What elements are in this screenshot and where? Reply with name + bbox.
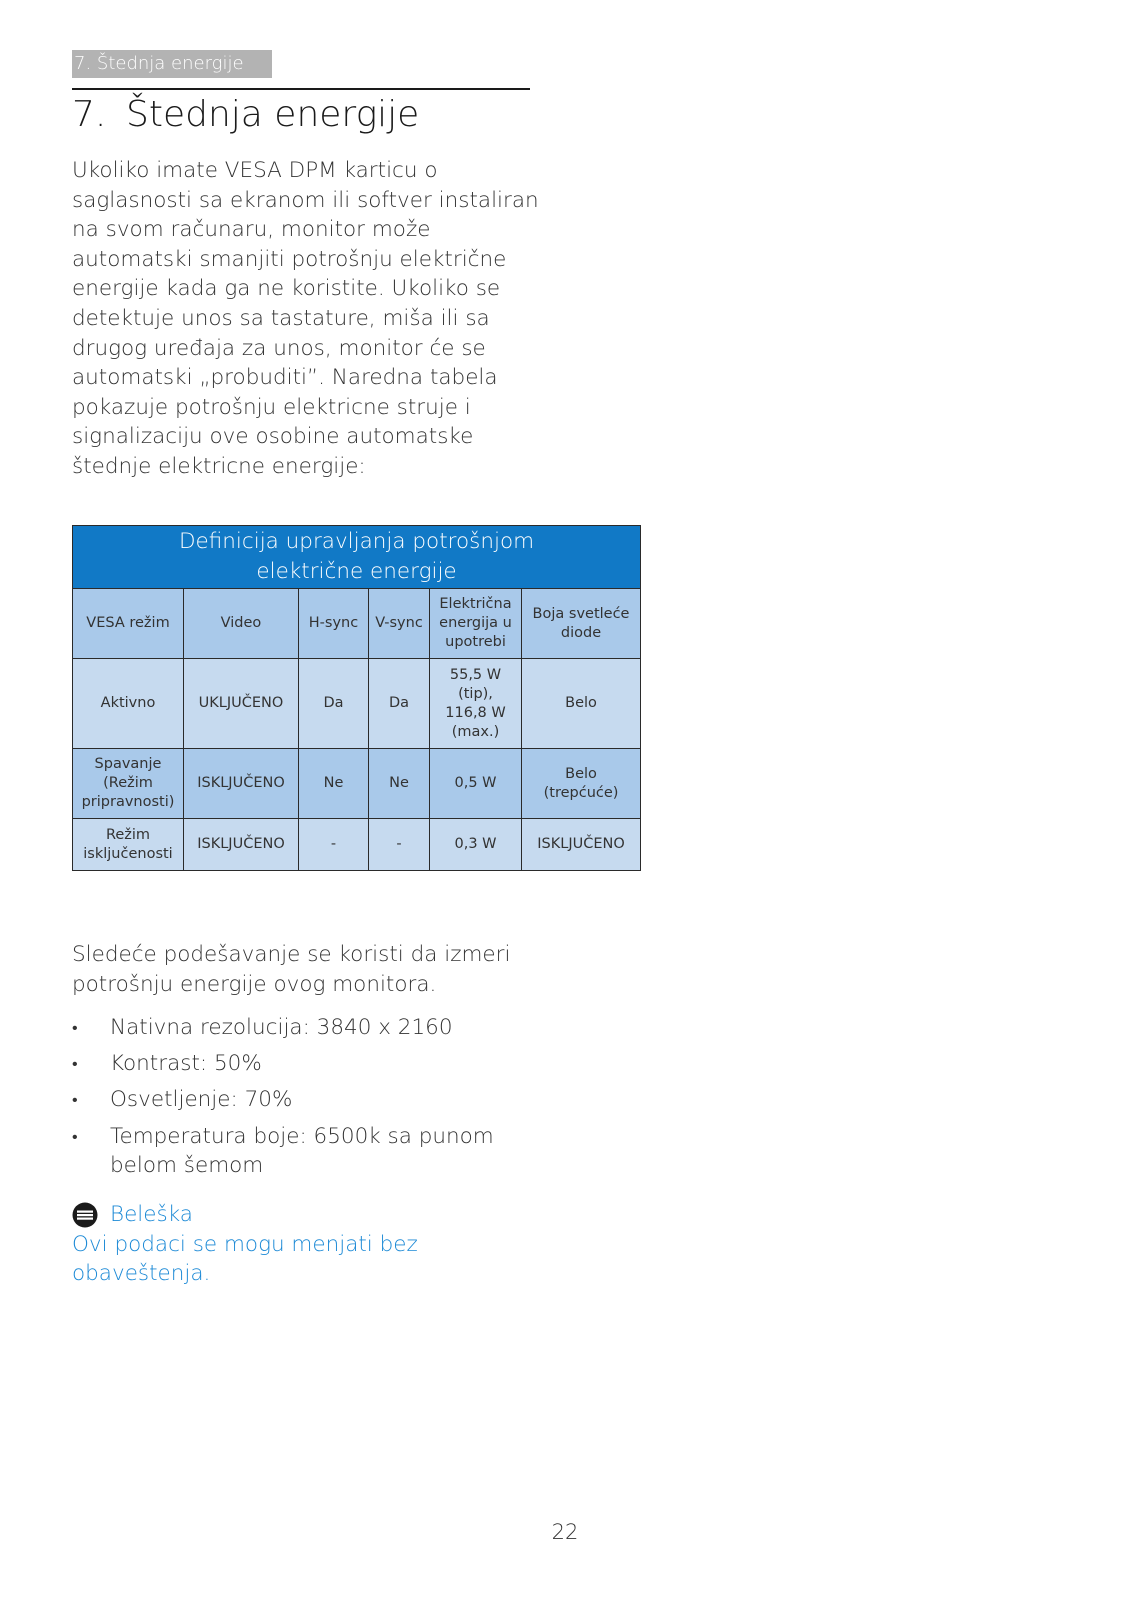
cell-power-line: (max.) xyxy=(451,723,500,740)
list-item xyxy=(72,1122,542,1181)
cell-led xyxy=(522,749,641,819)
header-hsync: H-sync xyxy=(299,589,369,659)
list-item-text: Kontrast: 50% xyxy=(110,1051,262,1077)
cell-mode-line: Režim xyxy=(105,826,151,843)
list-item xyxy=(72,1013,542,1043)
bullet-icon: • xyxy=(72,1090,78,1110)
note-heading: Beleška xyxy=(110,1202,193,1227)
table-row xyxy=(73,819,641,871)
cell-led-line: (trepćuće) xyxy=(543,784,619,801)
note-heading-row xyxy=(72,1200,532,1230)
cell-power xyxy=(430,659,522,749)
cell-power-line: 116,8 W xyxy=(445,704,506,721)
note-block xyxy=(72,1200,532,1289)
cell-vsync: Da xyxy=(369,659,430,749)
table-row xyxy=(73,659,641,749)
cell-mode-line: (Režim xyxy=(103,775,153,791)
list-item xyxy=(72,1049,542,1079)
settings-list xyxy=(72,1013,542,1187)
cell-hsync: Da xyxy=(299,659,369,749)
page-number: 22 xyxy=(551,1520,579,1544)
page-title-text: Štednja energije xyxy=(126,94,420,135)
table-title-line-1: Definicija upravljanja potrošnjom xyxy=(178,529,535,554)
cell-led: Belo xyxy=(522,659,641,749)
table-title xyxy=(73,526,641,589)
cell-power: 0,5 W xyxy=(430,749,522,819)
bullet-icon: • xyxy=(72,1126,78,1146)
header-led-color xyxy=(522,589,641,659)
cell-power: 0,3 W xyxy=(430,819,522,871)
note-icon xyxy=(72,1202,98,1228)
header-power-line: Električna xyxy=(439,596,512,612)
cell-mode: Aktivno xyxy=(73,659,184,749)
cell-vsync: - xyxy=(369,819,430,871)
cell-video: ISKLJUČENO xyxy=(184,819,299,871)
cell-mode-line: pripravnosti) xyxy=(81,794,175,810)
cell-hsync: - xyxy=(299,819,369,871)
cell-led: ISKLJUČENO xyxy=(522,819,641,871)
bullet-icon: • xyxy=(72,1054,78,1074)
list-item-text: Nativna rezolucija: 3840 x 2160 xyxy=(110,1015,453,1040)
header-led-line: Boja svetleće xyxy=(532,605,630,622)
cell-hsync: Ne xyxy=(299,749,369,819)
page-title xyxy=(72,90,419,140)
header-vesa-mode: VESA režim xyxy=(73,589,184,659)
header-power-line: upotrebi xyxy=(445,634,506,650)
list-item-text: Temperatura boje: 6500k sa punom belom šemom xyxy=(110,1123,494,1179)
cell-led-line: Belo xyxy=(565,765,597,782)
table-header-row xyxy=(73,589,641,659)
cell-video: UKLJUČENO xyxy=(184,659,299,749)
table-title-line-2: električne energije xyxy=(256,559,457,584)
page-title-number: 7. xyxy=(72,94,107,135)
note-text: Ovi podaci se mogu menjati bez obaveštenja. xyxy=(72,1231,418,1287)
cell-power-line: (tip), xyxy=(458,685,493,702)
header-power-used xyxy=(430,589,522,659)
table-row xyxy=(73,749,641,819)
measurement-intro: Sledeće podešavanje se koristi da izmeri potrošnju energije ovog monitora. xyxy=(72,942,511,997)
cell-video: ISKLJUČENO xyxy=(184,749,299,819)
list-item-text: Osvetljenje: 70% xyxy=(110,1087,293,1113)
cell-vsync: Ne xyxy=(369,749,430,819)
bullet-icon: • xyxy=(72,1018,78,1037)
header-led-line: diode xyxy=(560,624,602,641)
cell-mode xyxy=(73,819,184,871)
header-vsync: V-sync xyxy=(369,589,430,659)
intro-paragraph: Ukoliko imate VESA DPM karticu o saglasnosti sa ekranom ili softver instaliran na svom računaru, monitor može automatski smanjiti potrošnju električne energije kada ga ne koristite. Ukoliko se detektuje unos sa tastature, miša ili sa drugog uređaja za unos, monitor će se automatski „probuditi”. Naredna tabela pokazuje potrošnju elektricne struje i signalizaciju ove osobine automatske štednje elektricne energije: xyxy=(72,158,539,479)
cell-mode-line: isključenosti xyxy=(83,845,173,862)
cell-mode-line: Spavanje xyxy=(94,756,162,772)
list-item xyxy=(72,1085,542,1115)
cell-power-line: 55,5 W xyxy=(449,666,502,683)
power-management-table xyxy=(72,525,641,871)
section-tab: 7. Štednja energije xyxy=(72,50,272,78)
header-video: Video xyxy=(184,589,299,659)
cell-mode xyxy=(73,749,184,819)
header-power-line: energija u xyxy=(439,615,512,631)
